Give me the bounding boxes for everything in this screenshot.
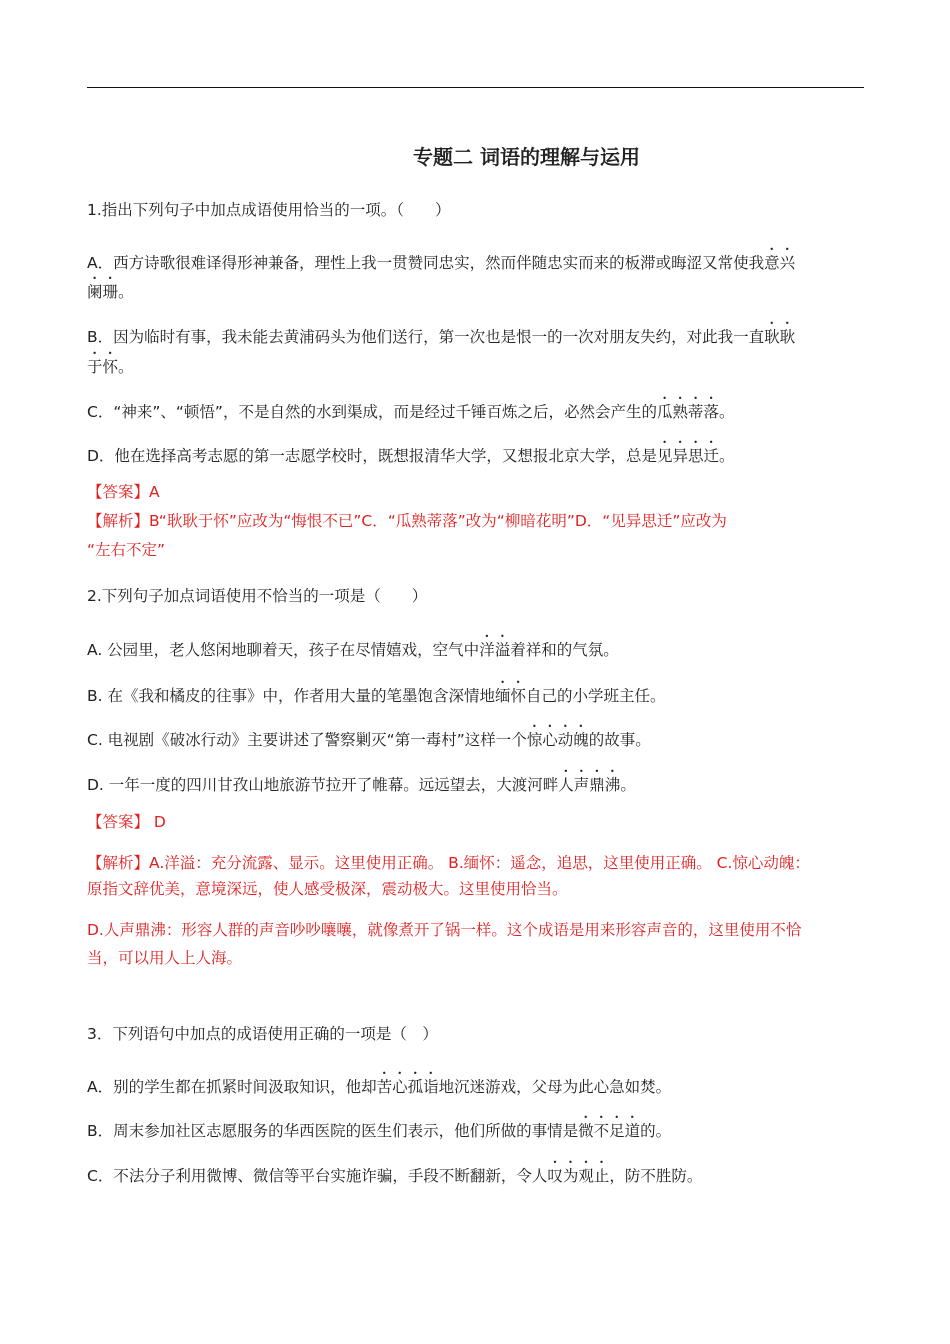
q3-option-a-end: 地沉迷游戏，父母为此心急如焚。 — [438, 1078, 672, 1096]
q1-answer: 【答案】A — [87, 483, 160, 501]
q1-analysis-line2: “左右不定” — [87, 541, 166, 559]
header-rule — [87, 87, 864, 88]
q3-option-a-word: 苦心孤诣 — [376, 1078, 439, 1096]
q2-option-c-word: 惊心动魄 — [526, 731, 589, 749]
page-title: 专题二 词语的理解与运用 — [413, 145, 640, 169]
q1-option-b-end: 。 — [118, 358, 134, 376]
q1-option-c-idiom: 瓜熟蒂落 — [656, 403, 719, 421]
q2-option-d-word: 人声鼎沸 — [558, 776, 621, 794]
q3-option-b — [87, 1113, 671, 1141]
q1-option-b-idiom-part1: 耿耿 — [764, 328, 796, 346]
q2-option-b-word: 缅怀 — [495, 687, 527, 705]
q1-option-b-idiom-part2: 于怀 — [87, 358, 119, 376]
q2-analysis-line4: 当，可以用人上人海。 — [87, 949, 243, 967]
q1-option-b-line2 — [87, 349, 134, 377]
q2-analysis-line1: 【解析】A.洋溢：充分流露、显示。这里使用正确。 B.缅怀：遥念，追思，这里使用正确。 C.惊心动魄： — [87, 854, 810, 872]
q1-option-c-end: 。 — [718, 403, 735, 421]
q2-option-a — [87, 632, 619, 660]
q1-option-a-end: 。 — [118, 283, 134, 301]
q1-option-a-line1 — [87, 245, 795, 273]
q1-option-c-text: C．“神来”、“顿悟”，不是自然的水到渠成，而是经过千锤百炼之后，必然会产生的 — [87, 403, 657, 421]
q3-option-b-text: B．周末参加社区志愿服务的华西医院的医生们表示，他们所做的事情是 — [87, 1122, 579, 1140]
q3-option-c-text: C．不法分子利用微博、微信等平台实施诈骗，手段不断翻新，令人 — [87, 1167, 548, 1185]
q3-option-b-end: 的。 — [640, 1122, 672, 1140]
q1-option-d-text: D．他在选择高考志愿的第一志愿学校时，既想报清华大学，又想报北京大学，总是 — [87, 447, 657, 465]
q1-analysis-line1: 【解析】B“耿耿于怀”应改为“悔恨不已”C．“瓜熟蒂落”改为“柳暗花明”D．“见异思迁”应改为 — [87, 512, 727, 530]
q1-option-b-text: B．因为临时有事，我未能去黄浦码头为他们送行，第一次也是恨一的一次对朋友失约，对此我一直 — [87, 328, 765, 346]
q1-option-d — [87, 438, 734, 466]
q2-option-a-word: 洋溢 — [479, 641, 511, 659]
q2-option-a-text: A. 公园里，老人悠闲地聊着天，孩子在尽情嬉戏，空气中 — [87, 641, 480, 659]
q2-analysis-line2: 原指文辞优美，意境深远，使人感受极深，震动极大。这里使用恰当。 — [87, 880, 568, 898]
q2-option-a-end: 着祥和的气氛。 — [510, 641, 619, 659]
q3-option-c-end: ，防不胜防。 — [609, 1167, 703, 1185]
q1-option-a-idiom-part1: 意兴 — [764, 254, 796, 272]
q3-option-c-word: 叹为观止 — [547, 1167, 610, 1185]
q1-option-c — [87, 394, 734, 422]
q3-stem: 3．下列语句中加点的成语使用正确的一项是（ ） — [87, 1025, 438, 1043]
q2-option-d — [87, 767, 636, 795]
q1-option-a-line2 — [87, 274, 134, 302]
q1-option-d-idiom: 见异思迁 — [656, 447, 719, 465]
q3-option-a-text: A．别的学生都在抓紧时间汲取知识，他却 — [87, 1078, 377, 1096]
q2-answer: 【答案】 D — [87, 813, 166, 831]
q3-option-c — [87, 1158, 702, 1186]
q1-stem: 1.指出下列句子中加点成语使用恰当的一项。（ ） — [87, 201, 451, 219]
q3-option-a — [87, 1069, 671, 1097]
q2-option-d-text: D. 一年一度的四川甘孜山地旅游节拉开了帷幕。远远望去，大渡河畔 — [87, 776, 559, 794]
q2-option-c — [87, 722, 651, 750]
q2-option-b-text: B. 在《我和橘皮的往事》中，作者用大量的笔墨饱含深情地 — [87, 687, 495, 705]
q1-option-a-text: A．西方诗歌很难译得形神兼备，理性上我一贯赞同忠实，然而伴随忠实而来的板滞或晦涩又常使我 — [87, 254, 765, 272]
q2-stem: 2.下列句子加点词语使用不恰当的一项是（ ） — [87, 587, 428, 605]
q2-analysis-line3: D.人声鼎沸：形容人群的声音吵吵嚷嚷，就像煮开了锅一样。这个成语是用来形容声音的，这里使用不恰 — [87, 921, 802, 939]
q2-option-c-text: C. 电视剧《破冰行动》主要讲述了警察剿灭“第一毒村”这样一个 — [87, 731, 527, 749]
q3-option-b-word: 微不足道 — [578, 1122, 641, 1140]
q2-option-c-end: 的故事。 — [588, 731, 651, 749]
q1-option-a-idiom-part2: 阑珊 — [87, 283, 119, 301]
q1-option-b-line1 — [87, 319, 795, 347]
q2-option-b — [87, 678, 666, 706]
q2-option-d-end: 。 — [620, 776, 636, 794]
q1-option-d-end: 。 — [718, 447, 735, 465]
q2-option-b-end: 自己的小学班主任。 — [526, 687, 666, 705]
